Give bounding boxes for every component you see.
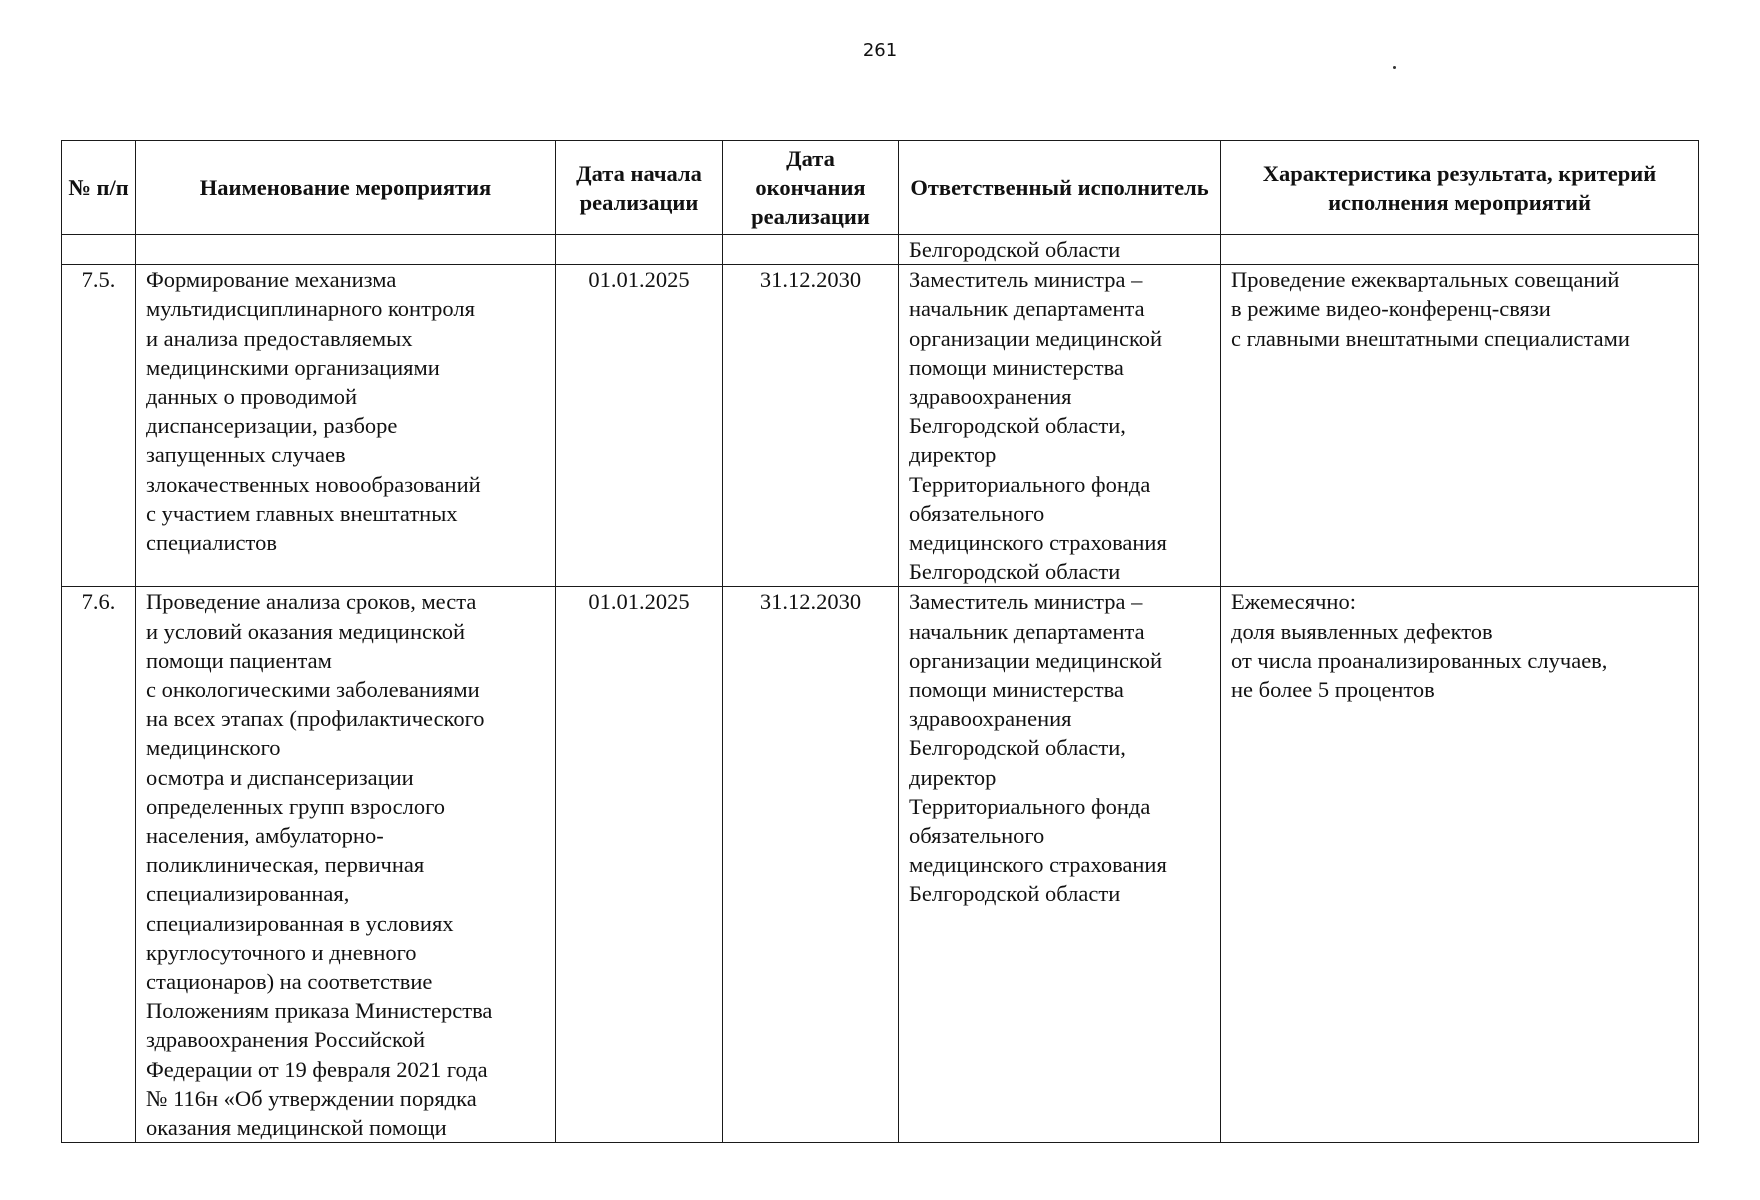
text-line: злокачественных новообразований bbox=[146, 471, 481, 497]
cell-num bbox=[62, 235, 136, 265]
text-line: специализированная в условиях bbox=[146, 910, 454, 936]
text-line: Белгородской области bbox=[909, 559, 1121, 585]
cell-responsible: Белгородской области bbox=[899, 235, 1221, 265]
text-line: поликлиническая, первичная bbox=[146, 852, 425, 878]
cell-name bbox=[136, 587, 556, 1143]
cell-result bbox=[1221, 235, 1699, 265]
cell-name bbox=[136, 235, 556, 265]
text-line: № 116н «Об утверждении порядка bbox=[146, 1085, 477, 1111]
text-line: медицинского bbox=[146, 735, 281, 761]
cell-num: 7.5. bbox=[62, 265, 136, 587]
text-line: оказания медицинской помощи bbox=[146, 1115, 447, 1141]
text-line: определенных групп взрослого bbox=[146, 793, 446, 819]
text-line: Проведение ежеквартальных совещаний bbox=[1231, 267, 1620, 293]
scan-speck bbox=[1393, 66, 1396, 69]
text-line: Проведение анализа сроков, места bbox=[146, 589, 477, 615]
text-line: осмотра и диспансеризации bbox=[146, 764, 414, 790]
text-line: стационаров) на соответствие bbox=[146, 969, 433, 995]
text-line: помощи министерства bbox=[909, 677, 1124, 703]
cell-responsible bbox=[899, 265, 1221, 587]
text-line: медицинского страхования bbox=[909, 852, 1167, 878]
text-line: медицинскими организациями bbox=[146, 354, 440, 380]
text-line: Заместитель министра – bbox=[909, 267, 1143, 293]
text-line: доля выявленных дефектов bbox=[1231, 618, 1493, 644]
text-line: организации медицинской bbox=[909, 647, 1163, 673]
text-line: с главными внештатными специалистами bbox=[1231, 325, 1630, 351]
text-line: Территориального фонда bbox=[909, 471, 1151, 497]
text-line: обязательного bbox=[909, 500, 1045, 526]
text-line: организации медицинской bbox=[909, 325, 1163, 351]
text-line: помощи министерства bbox=[909, 354, 1124, 380]
text-line: специализированная, bbox=[146, 881, 350, 907]
text-line: здравоохранения bbox=[909, 706, 1072, 732]
text-line: Положениям приказа Министерства bbox=[146, 998, 493, 1024]
cell-start-date: 01.01.2025 bbox=[556, 587, 723, 1143]
text-line: запущенных случаев bbox=[146, 442, 346, 468]
cell-start-date: 01.01.2025 bbox=[556, 265, 723, 587]
text-line: круглосуточного и дневного bbox=[146, 939, 417, 965]
cell-responsible bbox=[899, 587, 1221, 1143]
header-num: № п/п bbox=[62, 141, 136, 235]
cell-name bbox=[136, 265, 556, 587]
text-line: на всех этапах (профилактического bbox=[146, 706, 485, 732]
cell-result bbox=[1221, 265, 1699, 587]
measures-table bbox=[61, 140, 1699, 1143]
header-start-date: Дата начала реализации bbox=[556, 141, 723, 235]
cell-start-date bbox=[556, 235, 723, 265]
text-line: Белгородской области, bbox=[909, 413, 1126, 439]
text-line: здравоохранения Российской bbox=[146, 1027, 426, 1053]
text-line: данных о проводимой bbox=[146, 384, 358, 410]
text-line: не более 5 процентов bbox=[1231, 677, 1435, 703]
text-line: Формирование механизма bbox=[146, 267, 397, 293]
text-line: Территориального фонда bbox=[909, 793, 1151, 819]
text-line: населения, амбулаторно- bbox=[146, 823, 384, 849]
table-header-row bbox=[62, 141, 1699, 235]
text-line: от числа проанализированных случаев, bbox=[1231, 647, 1608, 673]
text-line: начальник департамента bbox=[909, 618, 1145, 644]
text-line: мультидисциплинарного контроля bbox=[146, 296, 475, 322]
cell-result bbox=[1221, 587, 1699, 1143]
text-line: Заместитель министра – bbox=[909, 589, 1143, 615]
text-line: директор bbox=[909, 442, 997, 468]
text-line: и условий оказания медицинской bbox=[146, 618, 466, 644]
page-number: 261 bbox=[862, 40, 898, 61]
text-line: специалистов bbox=[146, 530, 277, 556]
text-line: начальник департамента bbox=[909, 296, 1145, 322]
header-responsible: Ответственный исполнитель bbox=[899, 141, 1221, 235]
text-line: в режиме видео-конференц-связи bbox=[1231, 296, 1551, 322]
text-line: диспансеризации, разборе bbox=[146, 413, 398, 439]
text-line: здравоохранения bbox=[909, 384, 1072, 410]
table-row-continuation bbox=[62, 235, 1699, 265]
text-line: помощи пациентам bbox=[146, 647, 332, 673]
text-line: медицинского страхования bbox=[909, 530, 1167, 556]
text-line: обязательного bbox=[909, 823, 1045, 849]
header-name: Наименование мероприятия bbox=[136, 141, 556, 235]
cell-end-date bbox=[723, 235, 899, 265]
text-line: Федерации от 19 февраля 2021 года bbox=[146, 1056, 488, 1082]
text-line: и анализа предоставляемых bbox=[146, 325, 413, 351]
table-row bbox=[62, 587, 1699, 1143]
text-line: Белгородской области bbox=[909, 881, 1121, 907]
text-line: с участием главных внештатных bbox=[146, 500, 458, 526]
text-line: директор bbox=[909, 764, 997, 790]
text-line: с онкологическими заболеваниями bbox=[146, 677, 480, 703]
text-line: Белгородской области, bbox=[909, 735, 1126, 761]
header-end-date: Дата окончания реализации bbox=[723, 141, 899, 235]
cell-end-date: 31.12.2030 bbox=[723, 587, 899, 1143]
text-line: Ежемесячно: bbox=[1231, 589, 1356, 615]
cell-num: 7.6. bbox=[62, 587, 136, 1143]
header-result: Характеристика результата, критерий исполнения мероприятий bbox=[1221, 141, 1699, 235]
cell-end-date: 31.12.2030 bbox=[723, 265, 899, 587]
table-row bbox=[62, 265, 1699, 587]
